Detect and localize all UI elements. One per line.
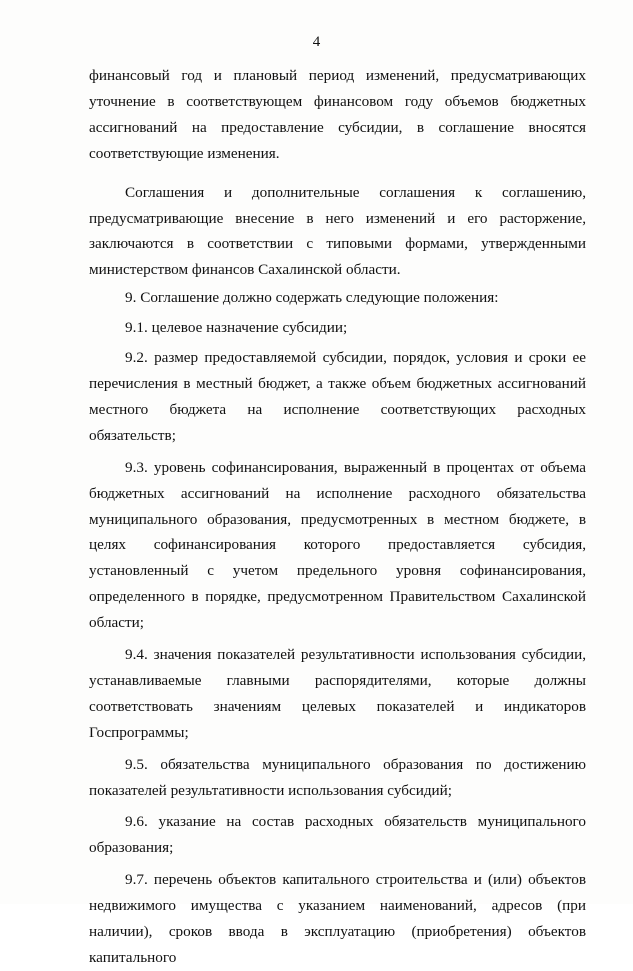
paragraph-9-6: 9.6. указание на состав расходных обязательств муниципального образования; <box>89 813 586 857</box>
paragraph-9-4: 9.4. значения показателей результативности использования субсидии, устанавливаемые главными распорядителями, которые должны соответствовать значениям целевых показателей и индикаторов Госпрограммы; <box>89 646 586 741</box>
paragraph-agreements: Соглашения и дополнительные соглашения к соглашению, предусматривающие внесение в него изменений и его расторжение, заключаются в соответствии с типовыми формами, утвержденными министерством финансов Сахалинской области. <box>89 183 586 279</box>
document-body <box>89 63 586 971</box>
paragraph-9-2: 9.2. размер предоставляемой субсидии, порядок, условия и сроки ее перечисления в местный бюджет, а также объем бюджетных ассигнований местного бюджета на исполнение соответствующих расходных обязательств; <box>89 349 586 444</box>
paragraph-9-3: 9.3. уровень софинансирования, выраженный в процентах от объема бюджетных ассигнований на исполнение расходного обязательства муниципального образования, предусмотренных в местном бюджете, в целях софинансирования которого предоставляется субсидия, установленный с учетом предельного уровня софинансирования, определенного в порядке, предусмотренном Правительством Сахалинской области; <box>89 458 586 632</box>
paragraph-9-5: 9.5. обязательства муниципального образования по достижению показателей результативности использования субсидий; <box>89 755 586 799</box>
paragraph-9: 9. Соглашение должно содержать следующие положения: <box>125 289 499 307</box>
paragraph-9-7: 9.7. перечень объектов капитального строительства и (или) объектов недвижимого имущества с указанием наименований, адресов (при наличии), сроков ввода в эксплуатацию (приобретения) объектов капитального <box>89 871 586 966</box>
paragraph-9-1: 9.1. целевое назначение субсидии; <box>125 319 348 337</box>
paragraph-continuation: финансовый год и плановый период изменений, предусматривающих уточнение в соответствующем финансовом году объемов бюджетных ассигнований на предоставление субсидии, в соглашение вносятся соответствующие изменения. <box>89 67 586 162</box>
page-number: 4 <box>312 34 321 50</box>
